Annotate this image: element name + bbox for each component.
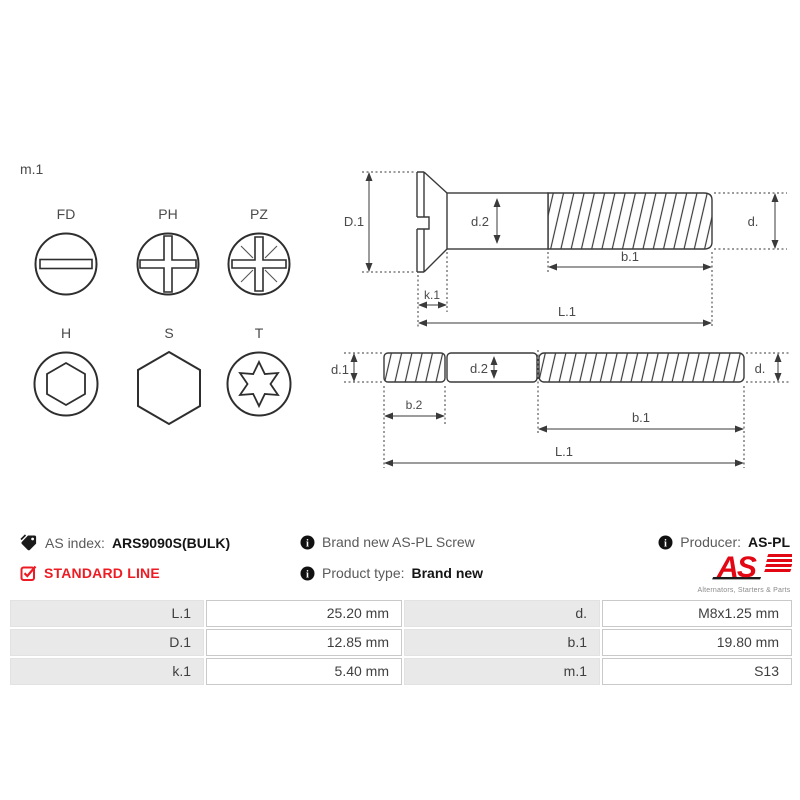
standard-line-badge: STANDARD LINE bbox=[44, 565, 160, 581]
dim-label-d1: d.1 bbox=[330, 362, 350, 377]
logo-text: AS bbox=[717, 551, 755, 584]
torx-icon bbox=[225, 349, 293, 419]
drive-type-ph bbox=[135, 206, 201, 298]
screw-thread-section bbox=[548, 193, 712, 249]
drive-label-ph: PH bbox=[158, 206, 178, 222]
stud-plain-section bbox=[447, 353, 537, 382]
info-icon bbox=[300, 566, 315, 581]
svg-text:i: i bbox=[306, 568, 309, 580]
spec-value: 25.20 mm bbox=[206, 600, 402, 627]
producer-label: Producer: bbox=[680, 534, 741, 550]
dim-label-d: d. bbox=[754, 361, 766, 376]
countersunk-screw-diagram bbox=[330, 160, 800, 340]
spec-value: M8x1.25 mm bbox=[602, 600, 792, 627]
product-type-value: Brand new bbox=[411, 565, 484, 581]
spec-label: L.1 bbox=[10, 600, 204, 627]
brand-new-text: Brand new AS-PL Screw bbox=[322, 534, 475, 550]
product-type-label: Product type: bbox=[322, 565, 405, 581]
spec-label: d. bbox=[404, 600, 600, 627]
dim-label-b2: b.2 bbox=[405, 398, 423, 412]
standard-line-row bbox=[20, 565, 160, 581]
drive-label-fd: FD bbox=[56, 206, 76, 222]
as-pl-logo bbox=[690, 550, 792, 601]
stud-thread-left bbox=[384, 353, 445, 382]
dim-label-d2: d.2 bbox=[470, 214, 490, 229]
producer-row bbox=[658, 534, 790, 550]
slotted-drive-icon bbox=[33, 230, 99, 298]
stud-thread-right bbox=[539, 353, 744, 382]
dim-label-b1: b.1 bbox=[631, 410, 651, 425]
drive-type-t bbox=[225, 325, 293, 419]
spec-table bbox=[10, 600, 790, 685]
logo-tagline: Alternators, Starters & Parts bbox=[697, 587, 791, 594]
spec-label: k.1 bbox=[10, 658, 204, 685]
as-index-row bbox=[20, 534, 230, 551]
spec-value: 12.85 mm bbox=[206, 629, 402, 656]
drive-type-h bbox=[32, 325, 100, 419]
as-pl-logo-graphic bbox=[690, 550, 792, 596]
spec-label: m.1 bbox=[404, 658, 600, 685]
tags-icon bbox=[20, 534, 38, 551]
info-icon bbox=[300, 535, 315, 550]
drive-label-pz: PZ bbox=[250, 206, 268, 222]
drive-type-pz bbox=[226, 206, 292, 298]
drive-label-h: H bbox=[60, 325, 72, 341]
dim-label-d2: d.2 bbox=[469, 361, 489, 376]
dim-label-b1: b.1 bbox=[620, 249, 640, 264]
spec-label: b.1 bbox=[404, 629, 600, 656]
svg-text:i: i bbox=[306, 537, 309, 549]
svg-text:i: i bbox=[664, 537, 668, 549]
product-type-row bbox=[300, 565, 483, 581]
drive-type-fd bbox=[33, 206, 99, 298]
spec-value: S13 bbox=[602, 658, 792, 685]
brand-new-row bbox=[300, 534, 475, 550]
threaded-stud-diagram bbox=[330, 330, 800, 490]
m1-dimension-label: m.1 bbox=[20, 161, 44, 177]
dim-label-d: d. bbox=[747, 214, 759, 229]
dim-label-k1: k.1 bbox=[423, 288, 441, 302]
as-index-label: AS index: bbox=[45, 534, 105, 551]
spec-label: D.1 bbox=[10, 629, 204, 656]
spec-value: 19.80 mm bbox=[602, 629, 792, 656]
phillips-drive-icon bbox=[135, 230, 201, 298]
dim-label-D1: D.1 bbox=[343, 214, 365, 229]
drive-label-t: T bbox=[254, 325, 264, 341]
hex-external-icon bbox=[134, 349, 204, 427]
drive-type-s bbox=[134, 325, 204, 427]
hex-socket-icon bbox=[32, 349, 100, 419]
checked-checkbox-icon bbox=[20, 565, 37, 581]
dim-label-L1: L.1 bbox=[557, 304, 577, 319]
as-index-value: ARS9090S(BULK) bbox=[111, 534, 231, 551]
drive-label-s: S bbox=[164, 325, 174, 341]
spec-value: 5.40 mm bbox=[206, 658, 402, 685]
screw-head bbox=[417, 172, 447, 272]
dim-label-L1: L.1 bbox=[554, 444, 574, 459]
pozidriv-drive-icon bbox=[226, 230, 292, 298]
info-icon bbox=[658, 535, 673, 550]
producer-value: AS-PL bbox=[748, 534, 790, 550]
